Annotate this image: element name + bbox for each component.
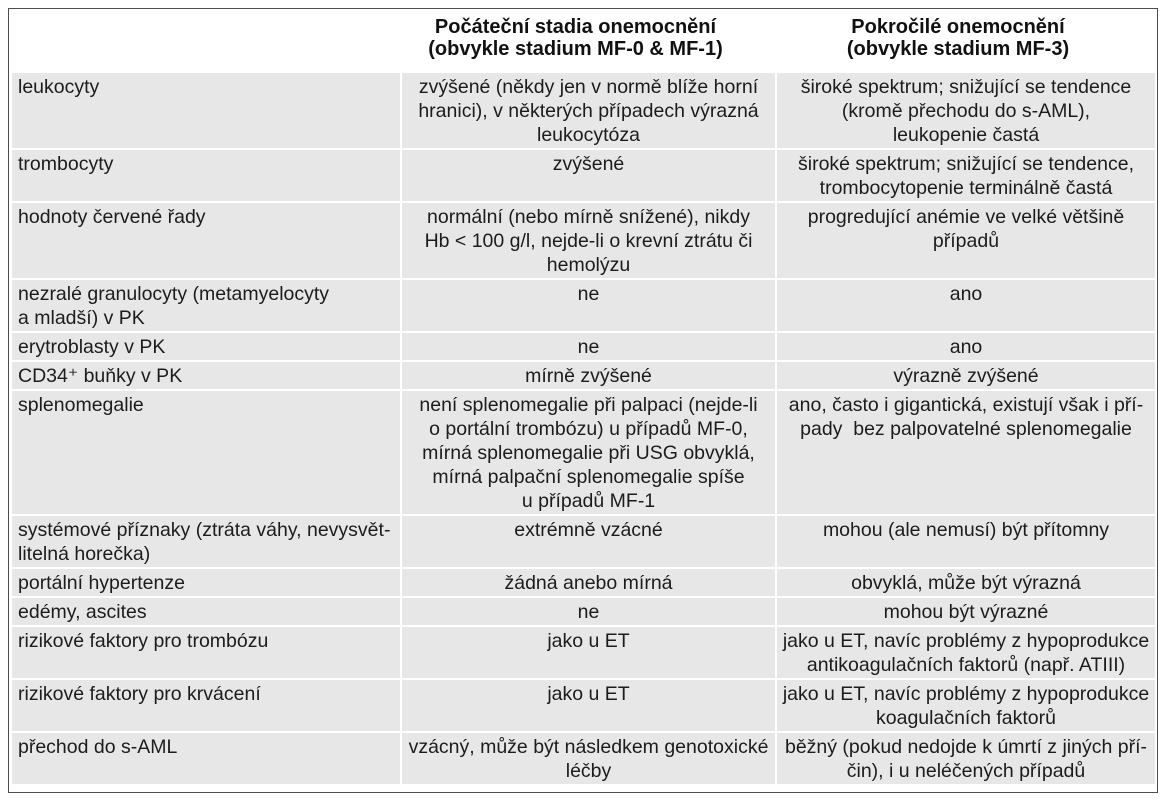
header-early-stage-title: Počáteční stadia onemocnění (434, 16, 717, 38)
parameter-cell: erytroblasty v PK (12, 333, 400, 360)
parameter-cell: nezralé granulocyty (metamyelocyty a mladší) v PK (12, 280, 400, 331)
advanced-stage-cell: mohou být výrazné (777, 598, 1155, 625)
advanced-stage-cell: ano (777, 280, 1155, 331)
header-advanced-stage-subtitle: (obvykle stadium MF-3) (846, 38, 1070, 60)
advanced-stage-cell: běžný (pokud nedojde k úmrtí z jiných pří- čin), i u neléčených případů (777, 733, 1155, 784)
table-row (12, 598, 1155, 625)
early-stage-cell: zvýšené (402, 150, 775, 201)
early-stage-cell: mírně zvýšené (402, 362, 775, 389)
parameter-cell: trombocyty (12, 150, 400, 201)
early-stage-cell: extrémně vzácné (402, 516, 775, 567)
table-frame (8, 8, 1158, 793)
advanced-stage-cell: jako u ET, navíc problémy z hypoprodukce antikoagulačních faktorů (např. ATIII) (777, 627, 1155, 678)
parameter-cell: leukocyty (12, 73, 400, 148)
advanced-stage-cell: jako u ET, navíc problémy z hypoprodukce koagulačních faktorů (777, 680, 1155, 731)
early-stage-cell: ne (402, 598, 775, 625)
parameter-cell: rizikové faktory pro krvácení (12, 680, 400, 731)
early-stage-cell: ne (402, 333, 775, 360)
table-row (12, 150, 1155, 201)
table-row (12, 627, 1155, 678)
early-stage-cell: zvýšené (někdy jen v normě blíže horní hranici), v některých případech výrazná leukocytóza (402, 73, 775, 148)
advanced-stage-cell: ano, často i gigantická, existují však i pří- pady bez palpovatelné splenomegalie (777, 391, 1155, 514)
parameter-cell: edémy, ascites (12, 598, 400, 625)
early-stage-cell: jako u ET (402, 680, 775, 731)
header-early-stage-subtitle: (obvykle stadium MF-0 & MF-1) (428, 38, 723, 60)
early-stage-cell: ne (402, 280, 775, 331)
table-row (12, 516, 1155, 567)
header-row (12, 11, 1155, 71)
parameter-cell: rizikové faktory pro trombózu (12, 627, 400, 678)
early-stage-cell: vzácný, může být následkem genotoxické léčby (402, 733, 775, 784)
table-row (12, 733, 1155, 784)
table-row (12, 391, 1155, 514)
early-stage-cell: není splenomegalie při palpaci (nejde-li o portální trombózu) u případů MF-0, mírná splenomegalie při USG obvyklá, mírná palpační splenomegalie spíše u případů MF-1 (402, 391, 775, 514)
advanced-stage-cell: výrazně zvýšené (777, 362, 1155, 389)
advanced-stage-cell: mohou (ale nemusí) být přítomny (777, 516, 1155, 567)
table-row (12, 203, 1155, 278)
table-row (12, 73, 1155, 148)
advanced-stage-cell: široké spektrum; snižující se tendence, trombocytopenie terminálně častá (777, 150, 1155, 201)
parameter-cell: portální hypertenze (12, 569, 400, 596)
early-stage-cell: normální (nebo mírně snížené), nikdy Hb < 100 g/l, nejde-li o krevní ztrátu či hemolýzu (402, 203, 775, 278)
early-stage-cell: jako u ET (402, 627, 775, 678)
header-advanced-stage (777, 11, 1155, 71)
parameter-cell: CD34⁺ buňky v PK (12, 362, 400, 389)
header-advanced-stage-title: Pokročilé onemocnění (851, 16, 1065, 38)
advanced-stage-cell: ano (777, 333, 1155, 360)
parameter-cell: splenomegalie (12, 391, 400, 514)
advanced-stage-cell: progredující anémie ve velké většině případů (777, 203, 1155, 278)
table-row (12, 569, 1155, 596)
comparison-table (10, 9, 1157, 786)
table-row (12, 333, 1155, 360)
header-cell-empty (12, 11, 400, 71)
table-row (12, 280, 1155, 331)
parameter-cell: hodnoty červené řady (12, 203, 400, 278)
advanced-stage-cell: široké spektrum; snižující se tendence (kromě přechodu do s-AML), leukopenie častá (777, 73, 1155, 148)
advanced-stage-cell: obvyklá, může být výrazná (777, 569, 1155, 596)
table-row (12, 362, 1155, 389)
early-stage-cell: žádná anebo mírná (402, 569, 775, 596)
parameter-cell: přechod do s-AML (12, 733, 400, 784)
parameter-cell: systémové příznaky (ztráta váhy, nevysvět- litelná horečka) (12, 516, 400, 567)
table-row (12, 680, 1155, 731)
header-early-stage (402, 11, 775, 71)
